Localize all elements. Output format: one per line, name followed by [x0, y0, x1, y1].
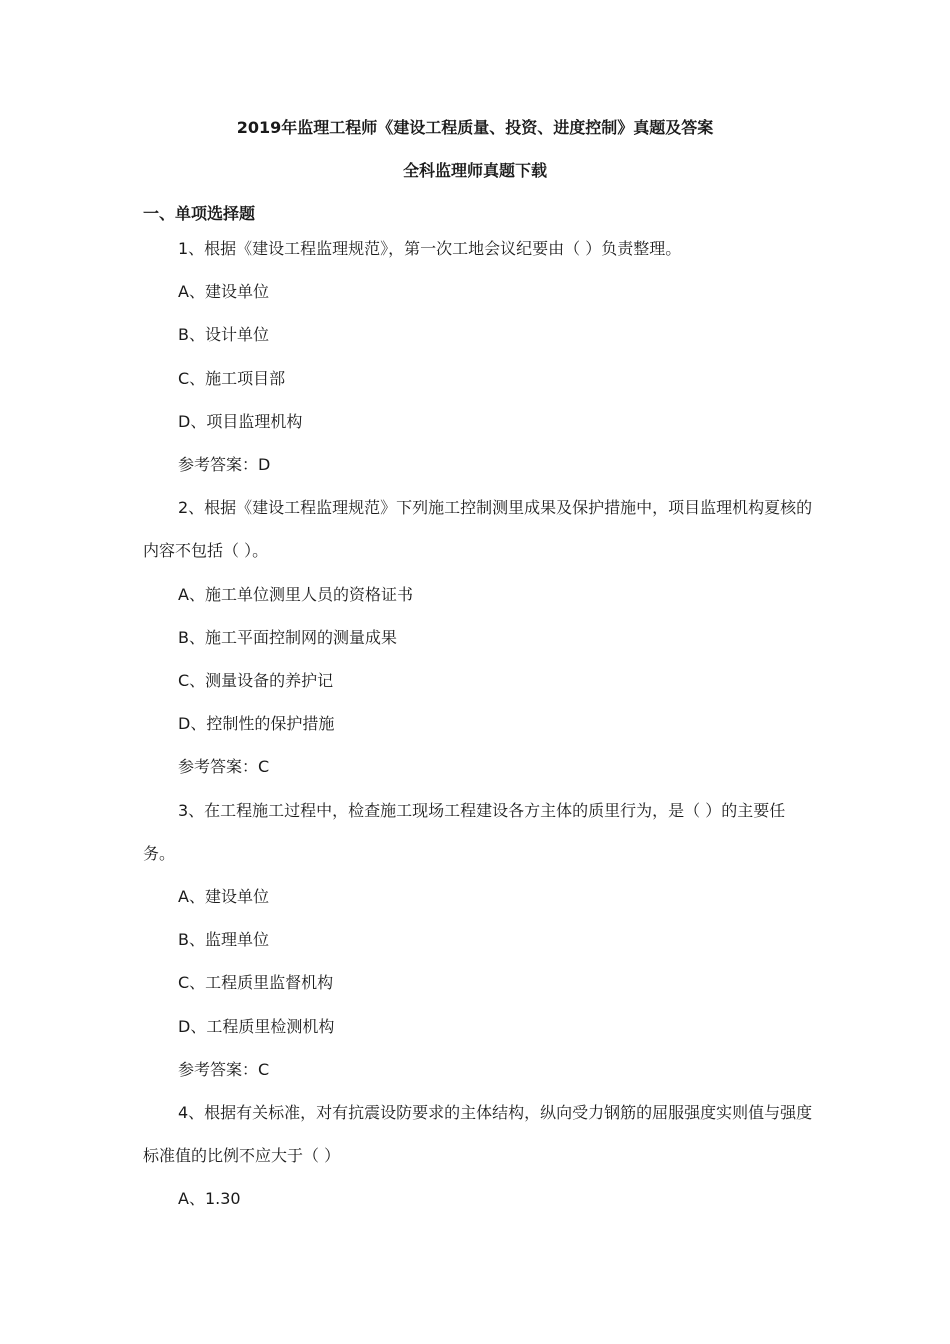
question-option: A、建设单位	[178, 282, 269, 302]
question-option: D、项目监理机构	[178, 411, 303, 431]
question-stem: 3、在工程施工过程中，检查施工现场工程建设各方主体的质里行为，是（ ）的主要任务。	[143, 800, 786, 863]
question-option: C、施工项目部	[178, 368, 286, 388]
question-option: B、设计单位	[178, 325, 269, 345]
question-stem: 1、根据《建设工程监理规范》，第一次工地会议纪要由（ ）负责整理。	[178, 239, 682, 258]
question-stem: 4、根据有关标准，对有抗震设防要求的主体结构，纵向受力钢筋的屈服强度实则值与强度标准值的比例不应大于（ ）	[143, 1103, 813, 1166]
question-option: B、施工平面控制网的测量成果	[178, 627, 397, 647]
question-option: D、控制性的保护措施	[178, 714, 335, 734]
question-list	[143, 227, 815, 1221]
question-answer: 参考答案：D	[178, 455, 271, 475]
question-option: C、工程质里监督机构	[178, 973, 334, 993]
question-option: A、1.30	[178, 1189, 241, 1209]
question-answer: 参考答案：C	[178, 757, 270, 777]
section-heading: 一、单项选择题	[143, 204, 256, 223]
question-answer: 参考答案：C	[178, 1059, 270, 1079]
question-option: C、测量设备的养护记	[178, 671, 334, 691]
question-option: B、监理单位	[178, 930, 269, 950]
question-stem: 2、根据《建设工程监理规范》下列施工控制测里成果及保护措施中，项目监理机构夏核的内容不包括（ ）。	[143, 498, 813, 561]
document-title: 2019年监理工程师《建设工程质量、投资、进度控制》真题及答案	[236, 118, 714, 137]
question-option: A、建设单位	[178, 887, 269, 907]
question-option: A、施工单位测里人员的资格证书	[178, 584, 413, 604]
document-subtitle: 全科监理师真题下载	[402, 161, 547, 180]
question-option: D、工程质里检测机构	[178, 1016, 335, 1036]
